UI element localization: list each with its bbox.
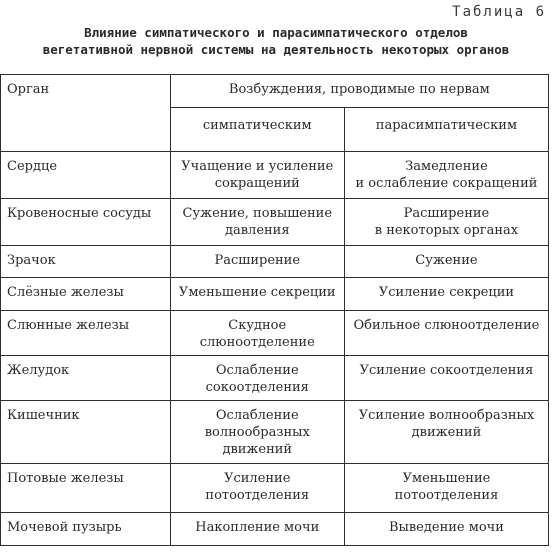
sympathetic-cell: Сужение, повышение давления	[170, 199, 344, 246]
sympathetic-cell: Ослабление сокоотделения	[170, 356, 344, 401]
organ-cell: Желудок	[1, 356, 171, 401]
sympathetic-cell: Расширение	[170, 246, 344, 278]
organ-cell: Кишечник	[1, 401, 171, 464]
table-row	[1, 464, 549, 513]
sympathetic-cell: Усиление потоотделения	[170, 464, 344, 513]
table-row	[1, 199, 549, 246]
organ-effects-table	[0, 74, 549, 546]
parasympathetic-cell: Усиление секреции	[344, 278, 548, 311]
table-row	[1, 152, 549, 199]
table-body	[1, 152, 549, 546]
sympathetic-cell: Ослабление волнообразных движений	[170, 401, 344, 464]
table-number-label: Таблица 6	[452, 4, 546, 20]
parasympathetic-cell: Уменьшение потоотделения	[344, 464, 548, 513]
header-parasympathetic: парасимпатическим	[344, 108, 548, 152]
parasympathetic-cell: Усиление волнообразных движений	[344, 401, 548, 464]
table-row	[1, 356, 549, 401]
header-excitation-group: Возбуждения, проводимые по нервам	[170, 75, 548, 108]
organ-cell: Зрачок	[1, 246, 171, 278]
organ-cell: Потовые железы	[1, 464, 171, 513]
table-row	[1, 278, 549, 311]
parasympathetic-cell: Выведение мочи	[344, 513, 548, 546]
header-organ: Орган	[1, 75, 171, 152]
organ-cell: Мочевой пузырь	[1, 513, 171, 546]
organ-cell: Кровеносные сосуды	[1, 199, 171, 246]
parasympathetic-cell: Замедление и ослабление сокращений	[344, 152, 548, 199]
parasympathetic-cell: Усиление сокоотделения	[344, 356, 548, 401]
table-row	[1, 401, 549, 464]
parasympathetic-cell: Расширение в некоторых органах	[344, 199, 548, 246]
sympathetic-cell: Накопление мочи	[170, 513, 344, 546]
table-row	[1, 513, 549, 546]
organ-cell: Слёзные железы	[1, 278, 171, 311]
header-sympathetic: симпатическим	[170, 108, 344, 152]
parasympathetic-cell: Сужение	[344, 246, 548, 278]
table-row	[1, 311, 549, 356]
organ-cell: Слюнные железы	[1, 311, 171, 356]
sympathetic-cell: Скудное слюноотделение	[170, 311, 344, 356]
organ-cell: Сердце	[1, 152, 171, 199]
caption-line-1: Влияние симпатического и парасимпатического отделов	[84, 25, 468, 40]
parasympathetic-cell: Обильное слюноотделение	[344, 311, 548, 356]
caption-line-2: вегетативной нервной системы на деятельность некоторых органов	[42, 42, 510, 57]
sympathetic-cell: Учащение и усиление сокращений	[170, 152, 344, 199]
table-caption	[0, 24, 552, 58]
sympathetic-cell: Уменьшение секреции	[170, 278, 344, 311]
table-row	[1, 246, 549, 278]
header-row	[1, 75, 549, 108]
